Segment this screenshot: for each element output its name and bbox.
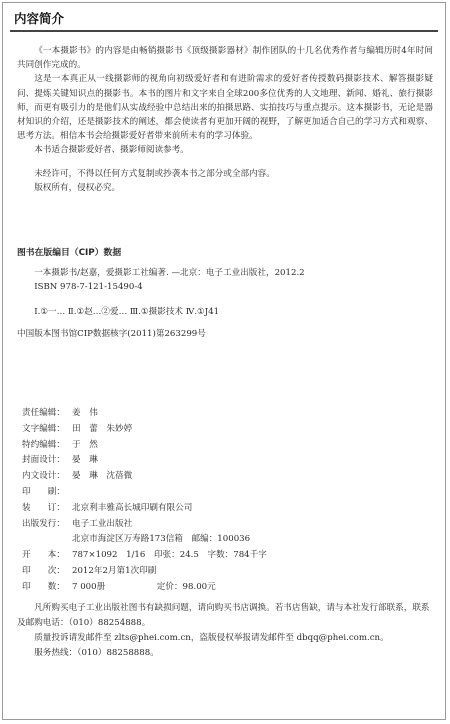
credit-row [22, 422, 267, 438]
credit-value: 北京利丰雅高长城印刷有限公司 [72, 502, 193, 513]
credit-value: 2012年2月第1次印刷 [72, 565, 157, 576]
credit-label: 文字编辑： [22, 423, 65, 434]
credit-label [22, 532, 72, 548]
intro-paragraph-2: 这是一本真正从一线摄影师的视角向初级爱好者和有进阶需求的爱好者传授数码摄影技术、解答摄影疑问、提炼关键知识点的摄影书。本书的图片和文字来自全球200多位优秀的人文地理、新闻、婚礼、旅行摄影师，而更有吸引力的是他们从实战经验中总结出来的拍摄思路、实拍技巧与重点提示。这本摄影书，无论是器材知识的介绍，还是摄影技术的阐述，都会使读者有更加开阔的视野，了解更加适合自己的学习方式和观察、思考方法。相信本书会给摄影爱好者带来前所未有的学习体验。 [17, 74, 433, 142]
credit-value: 晏 琳 沈蓓微 [72, 471, 133, 482]
credit-row [22, 453, 267, 469]
cip-title: 图书在版编目（CIP）数据 [17, 248, 122, 258]
title-divider [10, 30, 438, 32]
credit-label: 印 次： [22, 565, 65, 576]
intro-paragraph-3: 本书适合摄影爱好者、摄影师阅读参考。 [34, 145, 189, 156]
cip-index-line: Ⅰ.①一… Ⅱ.①赵…②爱… Ⅲ.①摄影技术 Ⅳ.①J41 [34, 306, 220, 317]
intro-section [17, 44, 433, 195]
credits-block [22, 406, 267, 596]
credit-row [22, 580, 267, 596]
credit-value: 7 000册 定价：98.00元 [72, 581, 216, 592]
credit-value: 姜 伟 [72, 408, 98, 418]
credit-value: 787×1092 1/16 印张：24.5 字数：784千字 [72, 550, 267, 561]
credit-value: 北京市海淀区万寿路173信箱 邮编：100036 [72, 534, 251, 545]
credit-row [22, 564, 267, 580]
footer-section [17, 601, 433, 661]
intro-paragraph-1: 《一本摄影书》的内容是由畅销摄影书《顶级摄影器材》制作团队的十几名优秀作者与编辑历时4年时间共同创作完成的。 [17, 46, 433, 71]
footer-paragraph-1: 凡所购买电子工业出版社图书有缺损问题，请向购买书店调换。若书店售缺，请与本社发行部联系，联系及邮购电话：（010）88254888。 [17, 603, 430, 628]
cip-isbn: ISBN 978-7-121-15490-4 [34, 282, 143, 292]
cip-book-line: 一本摄影书/赵嘉，爱摄影工社编著. —北京：电子工业出版社，2012.2 [34, 267, 305, 278]
credit-label: 开 本： [22, 550, 65, 561]
credit-row [22, 469, 267, 485]
credit-label: 印 刷： [22, 486, 65, 497]
credit-value: 于 然 [72, 439, 98, 450]
credit-row [22, 532, 267, 548]
cip-section [17, 246, 433, 342]
credit-row [22, 438, 267, 454]
credit-row [22, 548, 267, 564]
credit-row [22, 406, 267, 422]
credit-row [22, 501, 267, 517]
footer-paragraph-2: 质量投诉请发邮件至 zlts@phei.com.cn，盗版侵权举报请发邮件至 dbqq@phei.com.cn。 [34, 633, 389, 643]
credit-row [22, 517, 267, 533]
footer-paragraph-3: 服务热线：（010）88258888。 [34, 648, 159, 658]
credit-label: 特约编辑： [22, 439, 65, 450]
credit-label: 印 数： [22, 581, 65, 592]
section-title: 内容简介 [14, 11, 65, 26]
rights-notice: 版权所有，侵权必究。 [34, 182, 121, 193]
cip-number: 中国版本图书馆CIP数据核字(2011)第263299号 [17, 329, 206, 339]
credit-row [22, 485, 267, 501]
credit-label: 封面设计： [22, 455, 65, 466]
credit-label: 装 订： [22, 502, 65, 513]
credit-value: 田 蕾 朱妙婷 [72, 423, 133, 434]
credit-label: 出版发行： [22, 518, 65, 529]
credit-value: 电子工业出版社 [72, 518, 133, 529]
copy-notice: 未经许可，不得以任何方式复制或抄袭本书之部分或全部内容。 [34, 168, 275, 179]
credit-label: 内文设计： [22, 471, 65, 482]
credit-label: 责任编辑： [22, 408, 65, 418]
credit-value: 晏 琳 [72, 455, 98, 466]
